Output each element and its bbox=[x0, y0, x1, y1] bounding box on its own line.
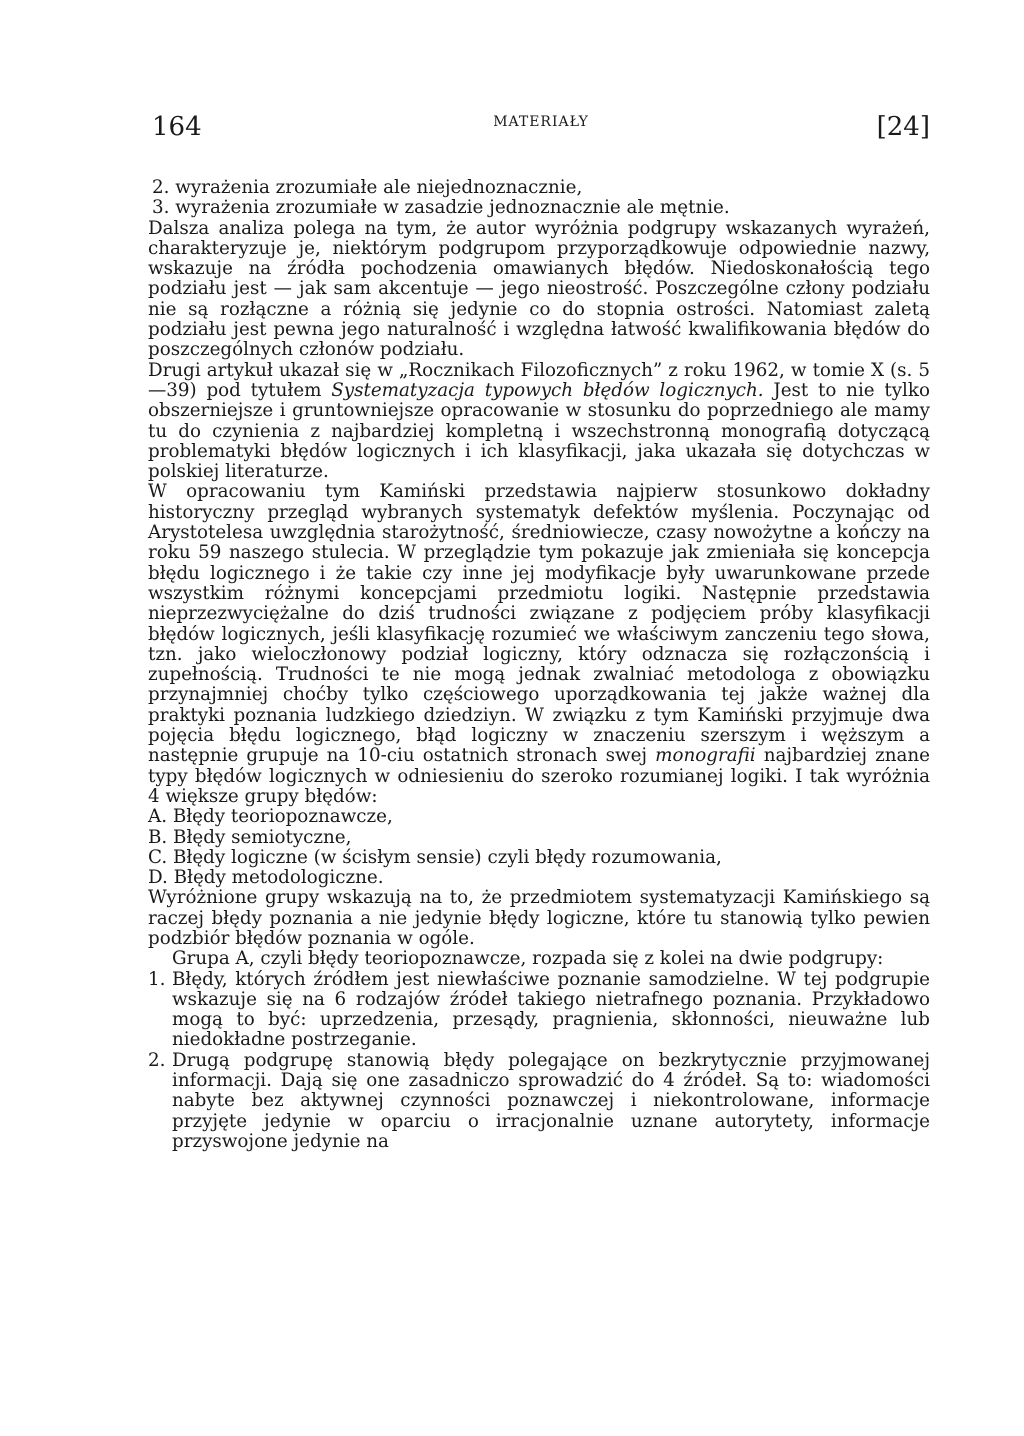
subgroup-number: 2. bbox=[148, 1049, 166, 1071]
paragraph-text: W opracowaniu tym Kamiński przedstawia najpierw stosunkowo dokładny historyczny przegląd wybranych systematyk defektów myślenia. Poczynając od Arystotelesa uwzględnia starożytność, średniowiecze, czasy nowożytne a kończy na roku 59 naszego stulecia. W przeglądzie tym pokazuje jak zmieniała się koncepcja błędu logicznego i że takie czy inne jej modyfikacje były uwarunkowane przede wszystkim różnymi koncepcjami przedmiotu logiki. Następnie przedstawia nieprzezwyciężalne do dziś trudności związane z podjęciem próby klasyfikacji błędów logicznych, jeśli klasyfikację rozumieć we właściwym zanczeniu tego słowa, tzn. jako wieloczłonowy podział logiczny, który odznacza się rozłączonścią i zupełnością. Trudności te nie mogą jednak zwalniać metodologa z obowiązku przynajmniej choćby tylko częściowego uporządkowania tej jakże ważnej dla praktyki poznania ludzkiego dziedziyn. W związku z tym Kamiński przyjmuje dwa pojęcia błędu logicznego, błąd logiczny w znaczeniu szerszym i węższym a następnie grupuje na 10-ciu ostatnich stronach swej bbox=[148, 481, 930, 767]
paragraph bbox=[148, 361, 930, 483]
group-item: A. Błędy teoriopoznawcze, bbox=[148, 806, 393, 828]
emphasized-word: monografii bbox=[655, 745, 756, 767]
body-text bbox=[148, 178, 930, 1152]
subgroup-text: Drugą podgrupę stanowią błędy polegające on bezkrytycznie przyjmowanej informacji. Dają się one zasadniczo sprowadzić do 4 źródeł. Są to: wiadomości nabyte bez aktywnej czynności poznawczej i niekontrolowane, informacje przyjęte jedynie w oparciu o irracjonalnie uznane autorytety, informacje przyswojone jedynie na bbox=[172, 1049, 930, 1152]
running-head: MATERIAŁY bbox=[493, 114, 589, 130]
subgroup-number: 1. bbox=[148, 968, 166, 990]
subgroup-text: Błędy, których źródłem jest niewłaściwe poznanie samodzielne. W tej podgrupie wskazuje się na 6 rodzajów źródeł takiego nietrafnego poznania. Przykładowo mogą to być: uprzedzenia, przesądy, pragnienia, skłonności, nieuważne lub niedokładne postrzeganie. bbox=[172, 968, 930, 1051]
section-number: [24] bbox=[876, 112, 930, 142]
paragraph bbox=[148, 482, 930, 807]
paragraph-text: Jest to nie tylko obszerniejsze i gruntowniejsze opracowanie w stosunku do poprzedniego ale mamy tu do czynienia z najbardziej kompletną i wszechstronną monografią dotyczącą problematyki błędów logicznych i ich klasyfikacji, jaka ukazała się dotychczas w polskiej literaturze. bbox=[148, 379, 930, 483]
paragraph: Dalsza analiza polega na tym, że autor wyróżnia podgrupy wskazanych wyrażeń, charakteryzuje je, niektórym podgrupom przyporządkowuje odpowiednie nazwy, wskazuje na źródła pochodzenia omawianych błędów. Niedoskonałością tego podziału jest — jak sam akcentuje — jego nieostrość. Poszczególne człony podziału nie są rozłączne a różnią się jedynie co do stopnia ostrości. Natomiast zaletą podziału jest pewna jego naturalność i względna łatwość kwalifikowania błędów do poszczególnych członów podziału. bbox=[148, 217, 930, 361]
paragraph: Grupa A, czyli błędy teoriopoznawcze, rozpada się z kolei na dwie podgrupy: bbox=[172, 948, 884, 970]
group-item: B. Błędy semiotyczne, bbox=[148, 826, 352, 848]
article-title: Systematyzacja typowych błędów logicznych. bbox=[331, 379, 764, 401]
group-item: D. Błędy metodologiczne. bbox=[148, 867, 384, 889]
page-number: 164 bbox=[152, 112, 202, 142]
page-header bbox=[152, 112, 930, 152]
paragraph-text: najbardziej znane typy błędów logicznych w odniesieniu do szeroko rozumianej logiki. I tak wyróżnia 4 większe grupy błędów: bbox=[148, 745, 930, 807]
subgroup-item bbox=[148, 970, 930, 1051]
list-item: 3. wyrażenia zrozumiałe w zasadzie jednoznacznie ale mętnie. bbox=[152, 197, 730, 219]
list-item: 2. wyrażenia zrozumiałe ale niejednoznacznie, bbox=[152, 177, 583, 198]
paragraph: Wyróżnione grupy wskazują na to, że przedmiotem systematyzacji Kamińskiego są raczej błędy poznania a nie jedynie błędy logiczne, które tu stanowią tylko pewien podzbiór błędów poznania w ogóle. bbox=[148, 887, 930, 949]
paragraph-text: Drugi artykuł ukazał się w „Rocznikach Filozoficznych” z roku 1962, w tomie X (s. 5—39) pod tytułem bbox=[148, 359, 930, 401]
subgroup-item bbox=[148, 1051, 930, 1152]
group-item: C. Błędy logiczne (w ścisłym sensie) czyli błędy rozumowania, bbox=[148, 846, 722, 868]
